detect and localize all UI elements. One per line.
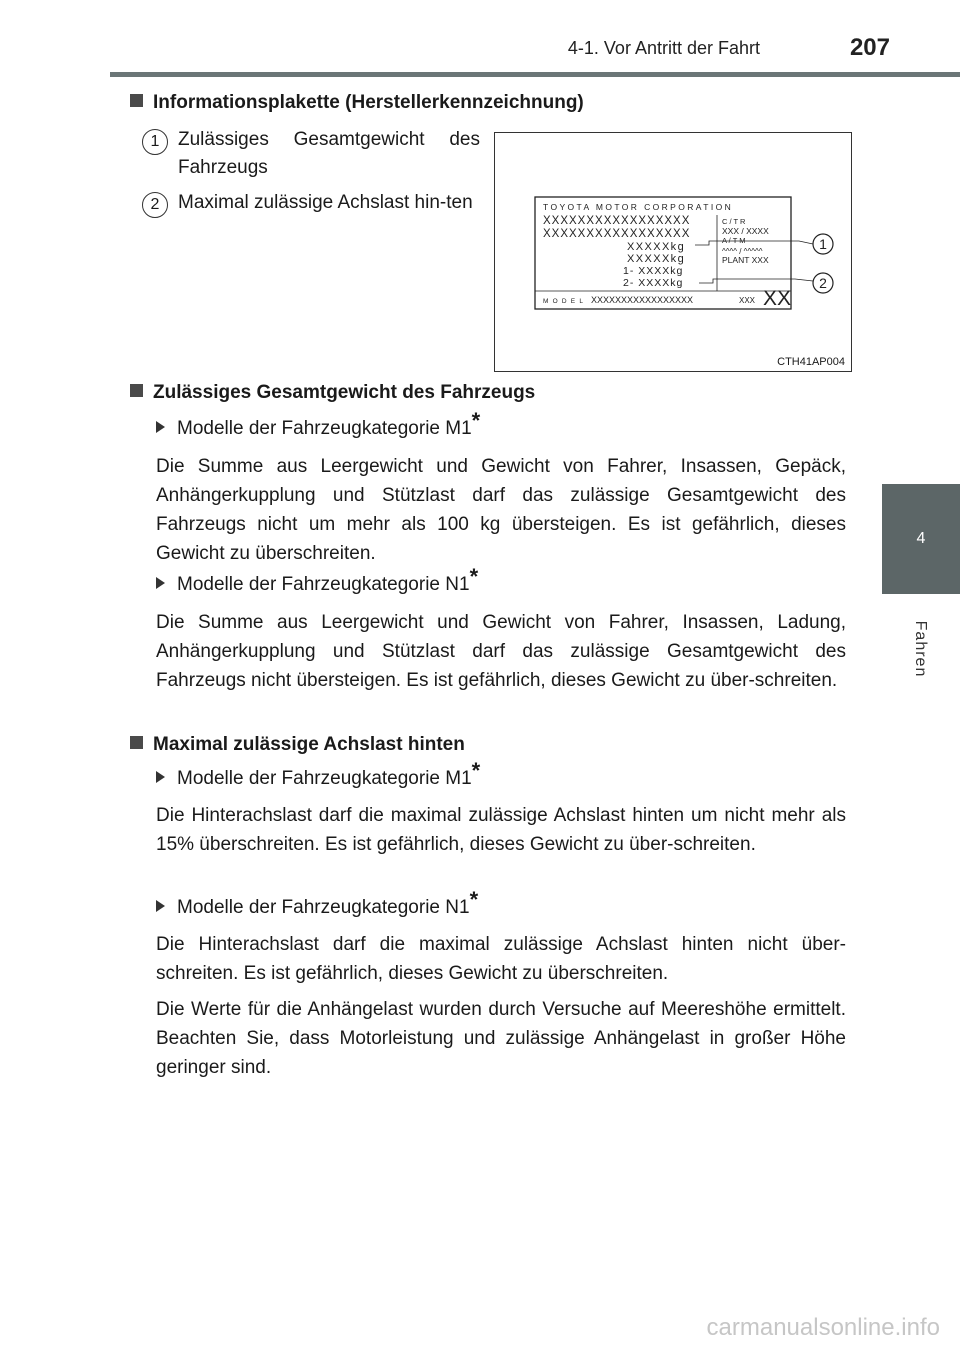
item-text-total-weight: Zulässiges Gesamtgewicht des Fahrzeugs (178, 129, 480, 178)
plate-model-label: M O D E L (543, 298, 585, 305)
plate-atm-label: A / T M (722, 236, 746, 245)
callout-number-1: 1 (819, 236, 827, 252)
sub-heading-text: Modelle der Fahrzeugkategorie M1 (177, 418, 472, 439)
paragraph-total-weight-m1: Die Summe aus Leergewicht und Gewicht von Fahrer, Insassen, Gepäck, Anhängerkupplung und Stützlast darf das zulässige Gesamtgewicht des Fahrzeugs nicht um mehr als 100 kg übersteigen. Es ist gefährlich, dieses Gewicht zu überschreiten. (156, 456, 846, 564)
plate-axle1: 1- XXXXkg (623, 265, 684, 277)
section-title: 4-1. Vor Antritt der Fahrt (567, 38, 760, 58)
info-plate-figure (494, 132, 852, 372)
plate-plant: PLANT XXX (722, 255, 769, 265)
sub-heading-text: Modelle der Fahrzeugkategorie N1 (177, 574, 470, 595)
watermark[interactable]: carmanualsonline.info (706, 1314, 940, 1341)
plate-ctr-label: C / T R (722, 217, 746, 226)
plate-row2: XXXXXXXXXXXXXXXXX (543, 228, 691, 240)
sub-heading-text: Modelle der Fahrzeugkategorie N1 (177, 897, 470, 918)
footnote-asterisk: * (469, 564, 479, 589)
paragraph-total-weight-n1: Die Summe aus Leergewicht und Gewicht von Fahrer, Insassen, Ladung, Anhängerkupplung und Stützlast darf das zulässige Gesamtgewicht des Fahrzeugs nicht übersteigen. Es ist gefährlich, dieses Gewicht zu über-schreiten. (156, 612, 846, 691)
heading-square-icon (130, 736, 143, 749)
chapter-label (900, 610, 940, 690)
callout-number-2: 2 (819, 275, 827, 291)
heading-text: Maximal zulässige Achslast hinten (153, 734, 465, 755)
plate-model-big: XX (763, 287, 792, 310)
sub-heading-n1 (156, 887, 479, 919)
plate-atm-value: ^^^^ / ^^^^^ (722, 247, 763, 256)
plate-model-suffix: XXX (739, 296, 756, 305)
item-number-badge: 2 (142, 192, 168, 218)
plate-weight1: XXXXXkg (627, 241, 686, 253)
heading-square-icon (130, 94, 143, 107)
triangle-bullet-icon (156, 771, 165, 783)
plate-model-value: XXXXXXXXXXXXXXXXX (591, 295, 694, 305)
chapter-tab[interactable]: 4 (882, 484, 960, 594)
plate-maker: TOYOTA MOTOR CORPORATION (543, 202, 734, 212)
heading-text: Informationsplakette (Herstellerkennzeichnung) (153, 92, 584, 113)
item-number-badge: 1 (142, 129, 168, 155)
footnote-asterisk: * (471, 408, 481, 433)
heading-square-icon (130, 384, 143, 397)
plate-row1: XXXXXXXXXXXXXXXXX (543, 215, 691, 227)
item-text-rear-axle: Maximal zulässige Achslast hin-ten (178, 192, 473, 213)
triangle-bullet-icon (156, 421, 165, 433)
footnote-asterisk: * (469, 887, 479, 912)
sub-heading-m1 (156, 408, 481, 440)
header-rule (110, 72, 960, 77)
footnote-asterisk: * (471, 758, 481, 783)
triangle-bullet-icon (156, 577, 165, 589)
figure-caption: CTH41AP004 (777, 356, 845, 368)
sub-heading-n1 (156, 564, 479, 596)
section-heading-total-weight (130, 382, 535, 404)
page-number: 207 (849, 34, 890, 61)
paragraph-rear-axle-n1: Die Hinterachslast darf die maximal zulässige Achslast hinten nicht über-schreiten. Es ist gefährlich, dieses Gewicht zu überschreiten. (156, 934, 846, 984)
chapter-label-text: Fahren (912, 620, 929, 678)
heading-text: Zulässiges Gesamtgewicht des Fahrzeugs (153, 382, 536, 403)
section-heading-rear-axle (130, 734, 465, 756)
section-heading-info-plate (130, 92, 584, 114)
info-plate-illustration (495, 133, 853, 373)
plate-weight2: XXXXXkg (627, 253, 686, 265)
paragraph-towing-note: Die Werte für die Anhängelast wurden durch Versuche auf Meereshöhe ermittelt. Beachten Sie, dass Motorleistung und zulässige Anhängelast in großer Höhe geringer sind. (156, 999, 846, 1078)
paragraph-rear-axle-m1: Die Hinterachslast darf die maximal zulässige Achslast hinten um nicht mehr als 15% überschreiten. Es ist gefährlich, dieses Gewicht zu über-schreiten. (156, 805, 846, 855)
sub-heading-text: Modelle der Fahrzeugkategorie M1 (177, 768, 472, 789)
plate-ctr-value: XXX / XXXX (722, 226, 769, 236)
sub-heading-m1 (156, 758, 481, 790)
triangle-bullet-icon (156, 900, 165, 912)
plate-axle2: 2- XXXXkg (623, 277, 684, 289)
